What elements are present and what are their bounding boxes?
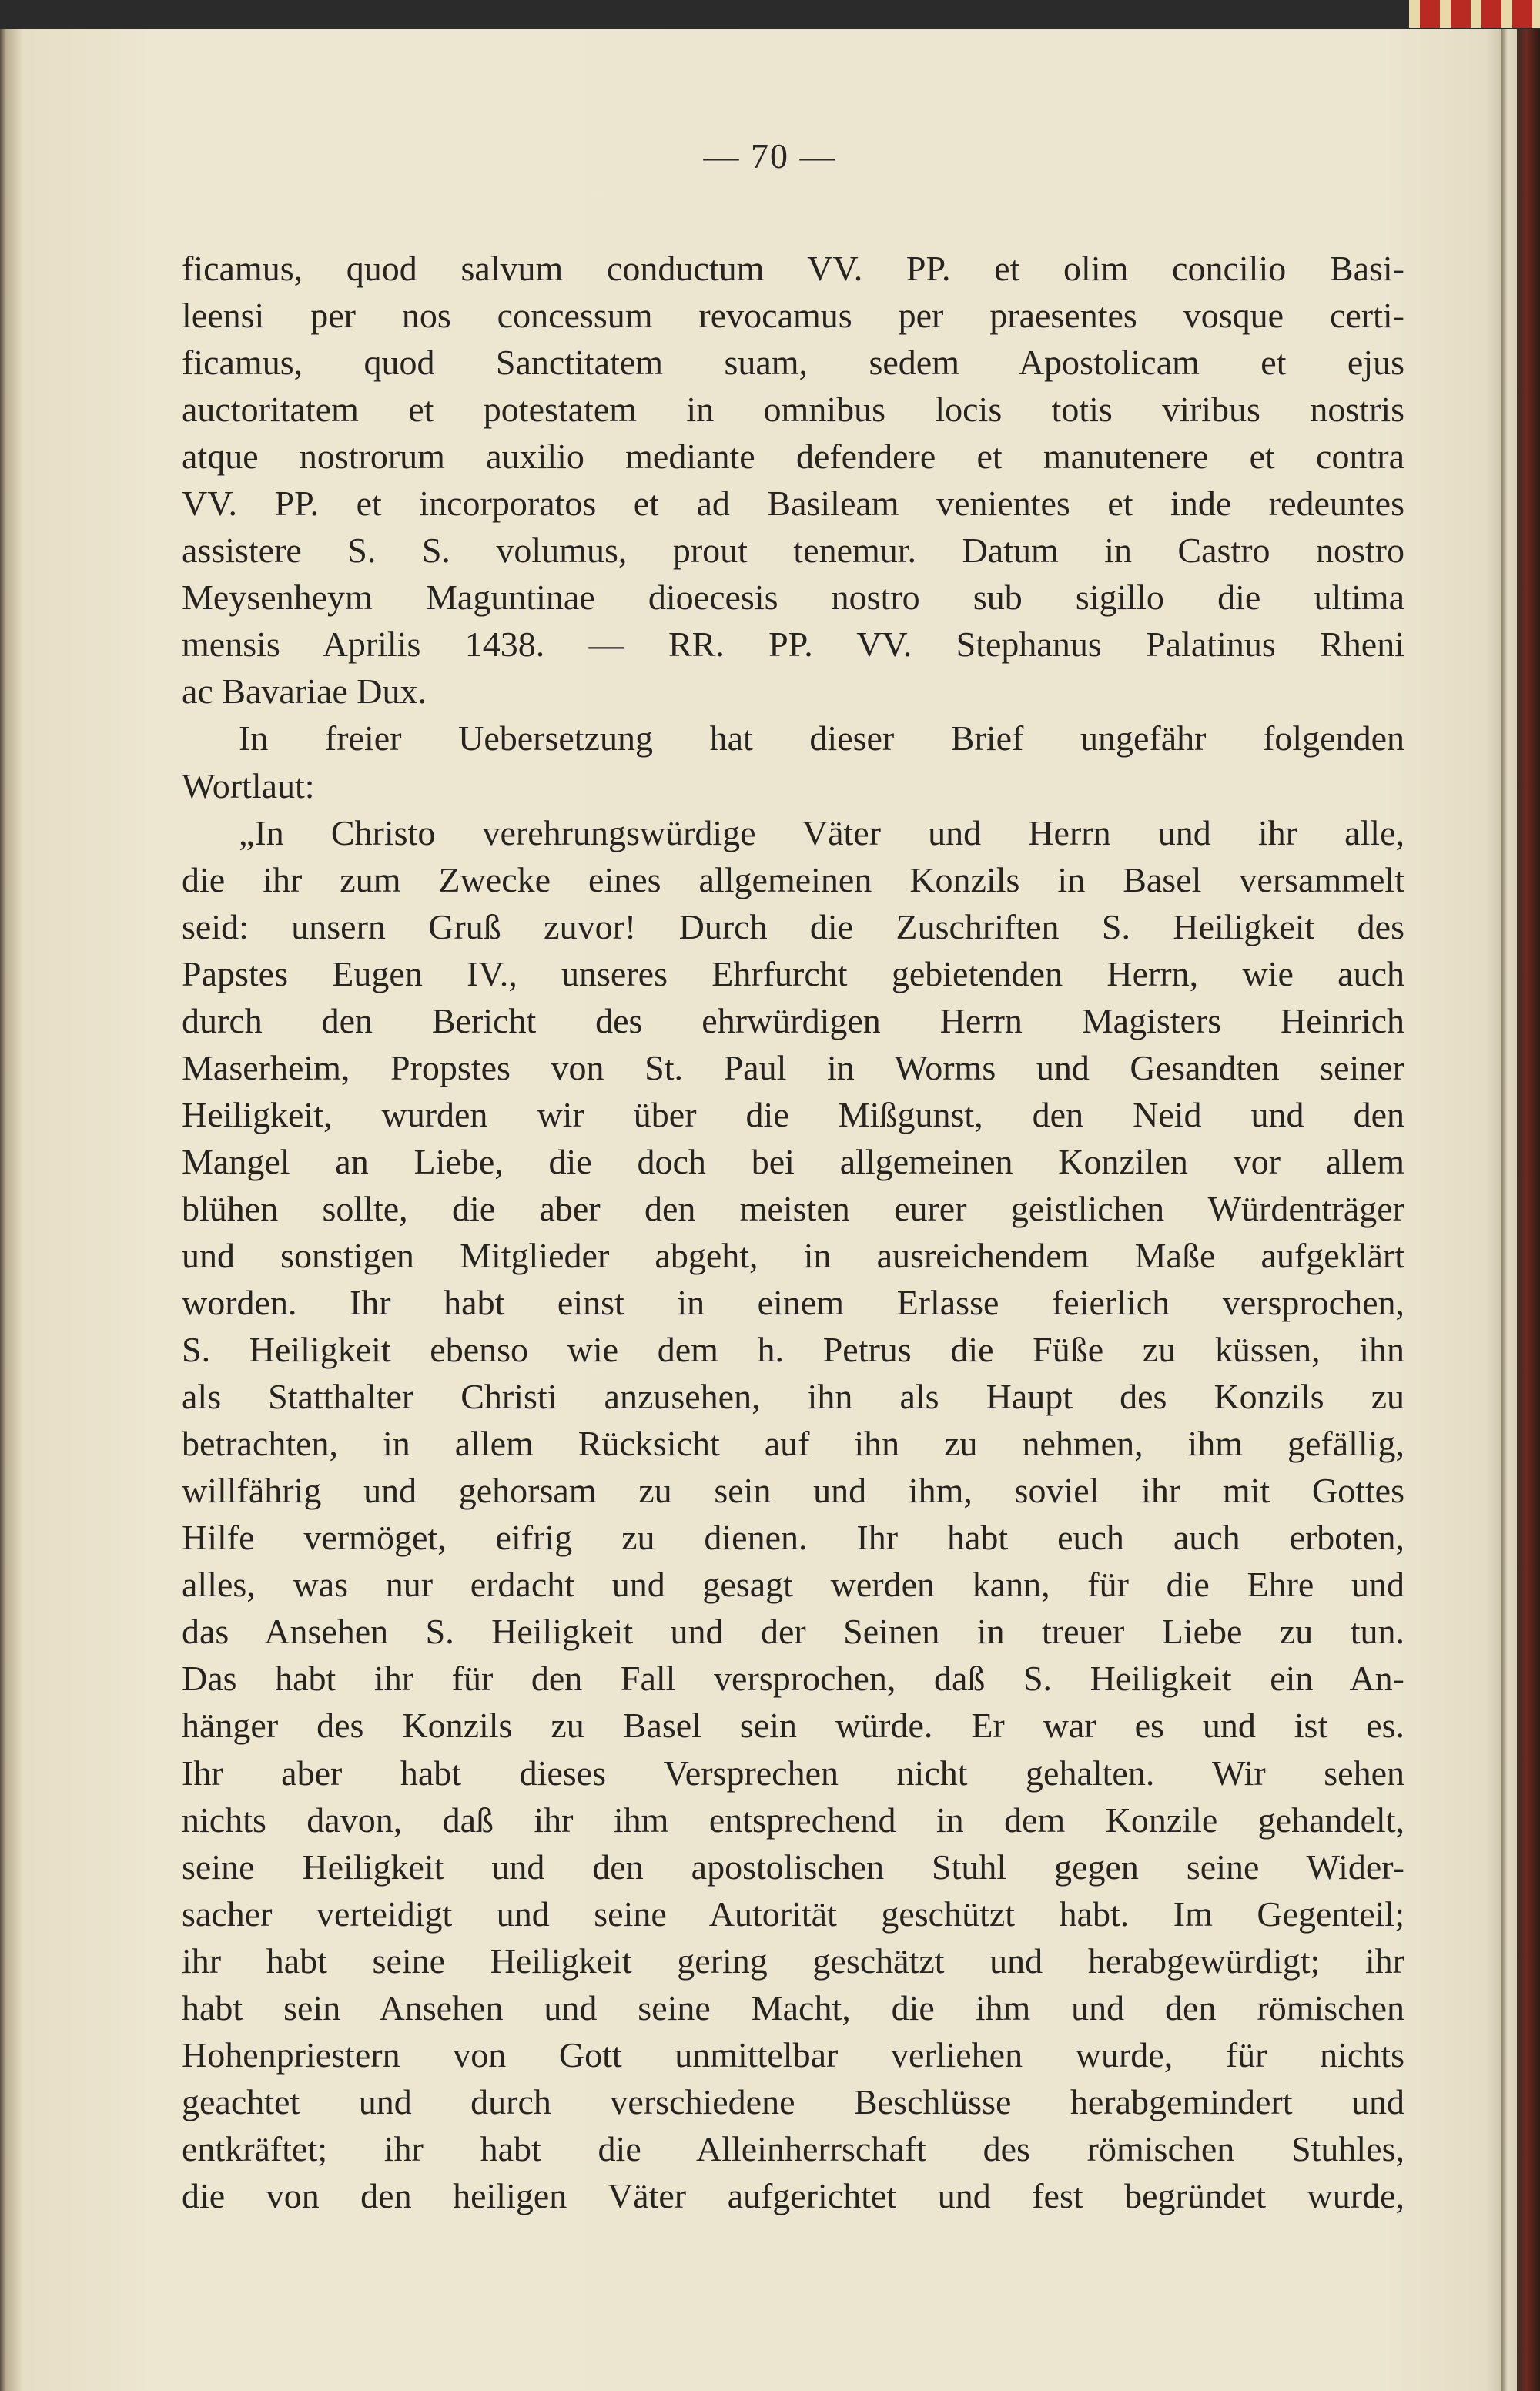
text-line: sacher verteidigt und seine Autorität geschützt habt. Im Gegenteil; — [182, 1894, 1404, 1934]
text-line: seine Heiligkeit und den apostolischen Stuhl gegen seine Wider- — [182, 1847, 1404, 1887]
text-line: seid: unsern Gruß zuvor! Durch die Zuschriften S. Heiligkeit des — [182, 906, 1404, 946]
text-line: Hohenpriestern von Gott unmittelbar verliehen wurde, für nichts — [182, 2034, 1404, 2075]
text-line: die von den heiligen Väter aufgerichtet und fest begründet wurde, — [182, 2175, 1404, 2215]
bookmark-ribbon — [1409, 0, 1540, 28]
paragraph — [182, 245, 1404, 715]
text-line: ficamus, quod salvum conductum VV. PP. et olim concilio Basi- — [182, 249, 1404, 288]
paragraph — [182, 715, 1404, 809]
book-binding — [1517, 29, 1540, 2391]
text-line: alles, was nur erdacht und gesagt werden kann, für die Ehre und — [182, 1565, 1404, 1605]
text-line: Wortlaut: — [182, 765, 315, 805]
text-line: atque nostrorum auxilio mediante defendere et manutenere et contra — [182, 437, 1404, 477]
page-number: — 70 — — [703, 136, 837, 176]
text-line: hänger des Konzils zu Basel sein würde. Er war es und ist es. — [182, 1706, 1404, 1746]
text-line: geachtet und durch verschiedene Beschlüsse herabgemindert und — [182, 2081, 1404, 2121]
text-line: die ihr zum Zwecke eines allgemeinen Konzils in Basel versammelt — [182, 859, 1404, 899]
text-line: „In Christo verehrungswürdige Väter und Herrn und ihr alle, — [239, 812, 1404, 852]
text-line: und sonstigen Mitglieder abgeht, in ausreichendem Maße aufgeklärt — [182, 1235, 1404, 1275]
body-text — [182, 245, 1404, 2219]
text-line: ficamus, quod Sanctitatem suam, sedem Apostolicam et ejus — [182, 343, 1404, 383]
text-line: Maserheim, Propstes von St. Paul in Worms und Gesandten seiner — [182, 1047, 1404, 1087]
text-line: Mangel an Liebe, die doch bei allgemeinen Konzilen vor allem — [182, 1141, 1404, 1181]
text-line: betrachten, in allem Rücksicht auf ihn zu nehmen, ihm gefällig, — [182, 1424, 1404, 1464]
text-line: Meysenheym Maguntinae dioecesis nostro sub sigillo die ultima — [182, 578, 1404, 618]
text-line: mensis Aprilis 1438. — RR. PP. VV. Stephanus Palatinus Rheni — [182, 625, 1404, 665]
text-line: entkräftet; ihr habt die Alleinherrschaft des römischen Stuhles, — [182, 2128, 1404, 2168]
text-line: worden. Ihr habt einst in einem Erlasse feierlich versprochen, — [182, 1283, 1404, 1323]
text-line: Hilfe vermöget, eifrig zu dienen. Ihr habt euch auch erboten, — [182, 1518, 1404, 1558]
text-line: durch den Bericht des ehrwürdigen Herrn Magisters Heinrich — [182, 1000, 1404, 1040]
text-line: nichts davon, daß ihr ihm entsprechend in dem Konzile gehandelt, — [182, 1800, 1404, 1840]
book-cover-top — [0, 0, 1540, 31]
text-line: als Statthalter Christi anzusehen, ihn als Haupt des Konzils zu — [182, 1377, 1404, 1417]
text-line: ac Bavariae Dux. — [182, 671, 427, 712]
text-line: S. Heiligkeit ebenso wie dem h. Petrus die Füße zu küssen, ihn — [182, 1330, 1404, 1370]
text-line: blühen sollte, die aber den meisten eurer geistlichen Würdenträger — [182, 1188, 1404, 1228]
text-line: willfährig und gehorsam zu sein und ihm, soviel ihr mit Gottes — [182, 1471, 1404, 1511]
text-line: VV. PP. et incorporatos et ad Basileam venientes et inde redeuntes — [182, 484, 1404, 524]
page-edge — [1502, 29, 1517, 2391]
text-line: leensi per nos concessum revocamus per praesentes vosque certi- — [182, 296, 1404, 336]
text-line: auctoritatem et potestatem in omnibus locis totis viribus nostris — [182, 390, 1404, 430]
text-line: assistere S. S. volumus, prout tenemur. Datum in Castro nostro — [182, 531, 1404, 571]
text-line: In freier Uebersetzung hat dieser Brief ungefähr folgenden — [239, 718, 1404, 758]
text-line: Das habt ihr für den Fall versprochen, daß S. Heiligkeit ein An- — [182, 1659, 1404, 1699]
text-line: das Ansehen S. Heiligkeit und der Seinen in treuer Liebe zu tun. — [182, 1612, 1404, 1652]
paragraph — [182, 809, 1404, 2219]
text-line: habt sein Ansehen und seine Macht, die ihm und den römischen — [182, 1987, 1404, 2028]
text-line: Ihr aber habt dieses Versprechen nicht gehalten. Wir sehen — [182, 1753, 1404, 1793]
text-line: Heiligkeit, wurden wir über die Mißgunst, den Neid und den — [182, 1094, 1404, 1134]
text-line: ihr habt seine Heiligkeit gering geschätzt und herabgewürdigt; ihr — [182, 1941, 1404, 1981]
text-line: Papstes Eugen IV., unseres Ehrfurcht gebietenden Herrn, wie auch — [182, 953, 1404, 993]
